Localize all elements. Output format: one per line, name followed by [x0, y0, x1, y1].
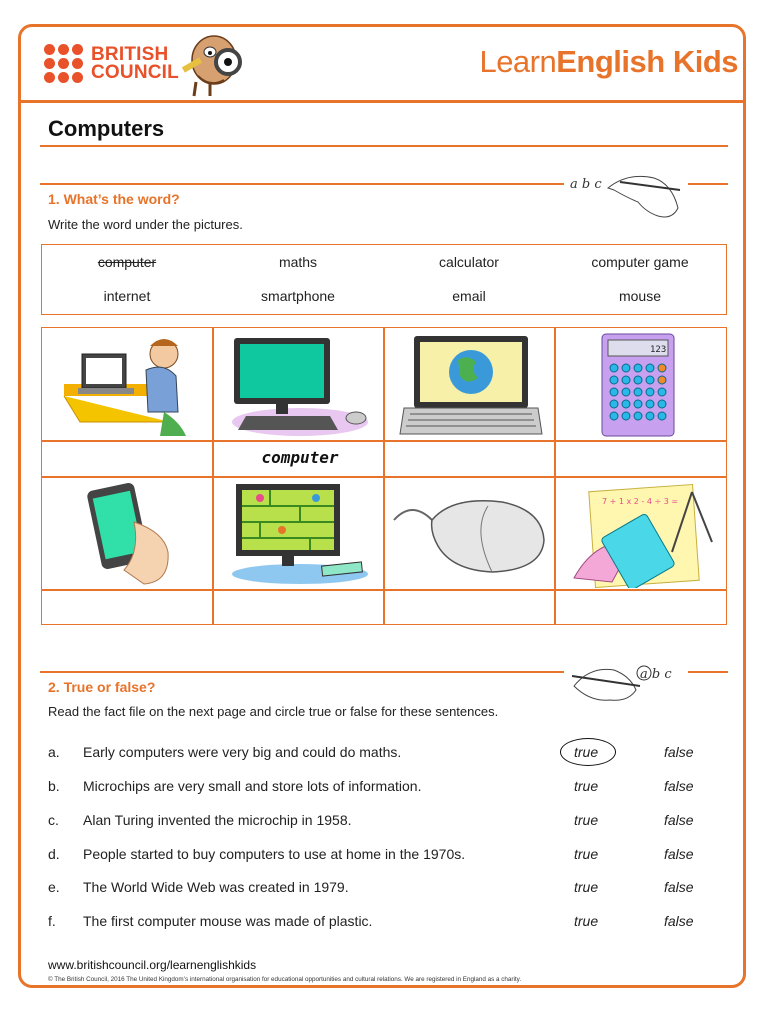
word-bank	[41, 244, 727, 315]
tf-item-letter: a.	[48, 744, 60, 760]
tf-true-option[interactable]: true	[574, 913, 599, 929]
picture-grid	[41, 327, 727, 625]
tf-true-option[interactable]: true	[574, 846, 599, 862]
tf-item-text: The World Wide Web was created in 1979.	[83, 879, 349, 895]
tf-item-letter: f.	[48, 913, 56, 929]
tf-item-text: Early computers were very big and could do maths.	[83, 744, 402, 760]
word-bank-item: mouse	[618, 288, 662, 304]
tf-true-option[interactable]: true	[574, 812, 599, 828]
section1-heading: 1. What’s the word?	[48, 191, 180, 207]
computer-game-picture	[230, 482, 370, 586]
section1-rule-left	[40, 183, 564, 185]
tf-false-option[interactable]: false	[664, 778, 694, 794]
tf-item-text: People started to buy computers to use at home in the 1970s.	[83, 846, 466, 862]
bc-logo-line1: BRITISH	[91, 43, 169, 65]
tf-false-option[interactable]: false	[664, 812, 694, 828]
svg-text:7 + 1 x 2 - 4 ÷ 3 =: 7 + 1 x 2 - 4 ÷ 3 =	[602, 497, 679, 506]
word-bank-item: internet	[103, 288, 151, 304]
section2-heading: 2. True or false?	[48, 679, 156, 695]
tf-false-option[interactable]: false	[664, 879, 694, 895]
tf-item-letter: d.	[48, 846, 60, 862]
british-council-logo	[44, 44, 179, 83]
laptop-globe-picture	[396, 334, 546, 438]
tf-item	[48, 913, 728, 933]
british-council-dots-icon	[44, 44, 83, 83]
tf-false-option[interactable]: false	[664, 846, 694, 862]
learnenglish-kids-logo	[479, 44, 738, 80]
section2-instruction: Read the fact file on the next page and circle true or false for these sentences.	[48, 704, 499, 719]
computer-mouse-picture	[392, 490, 552, 580]
hand-letters-2: a b c	[640, 667, 672, 682]
tf-item	[48, 846, 728, 866]
section2-rule-left	[40, 671, 564, 673]
boy-at-laptop-picture	[60, 332, 200, 438]
tf-item-text: Microchips are very small and store lots of information.	[83, 778, 422, 794]
writing-hand-icon	[570, 656, 690, 716]
tf-item	[48, 879, 728, 899]
word-bank-item: maths	[278, 254, 318, 270]
tf-true-option[interactable]: true	[574, 744, 599, 760]
section1-instruction: Write the word under the pictures.	[48, 217, 243, 232]
smartphone-in-hand-picture	[84, 482, 184, 586]
footer-url[interactable]: www.britishcouncil.org/learnenglishkids	[48, 958, 257, 972]
tf-item-letter: b.	[48, 778, 60, 794]
tf-true-option[interactable]: true	[574, 879, 599, 895]
svg-text:123: 123	[650, 345, 667, 355]
header-divider	[18, 100, 746, 103]
title-underline	[40, 145, 728, 147]
tf-item	[48, 812, 728, 832]
word-bank-item: smartphone	[261, 288, 335, 304]
section2-rule-right	[688, 671, 728, 673]
footer-copyright: © The British Council, 2016 The United Kingdom’s international organisation for educational opportunities and cultural relations. We are registered in England as a charity.	[48, 976, 522, 983]
tf-false-option[interactable]: false	[664, 744, 694, 760]
tf-item-letter: c.	[48, 812, 59, 828]
word-bank-item: calculator	[439, 254, 499, 270]
word-bank-item: computer	[97, 254, 157, 270]
page-title: Computers	[48, 116, 165, 141]
bc-logo-line2: COUNCIL	[91, 61, 179, 83]
tf-item-text: The first computer mouse was made of plastic.	[83, 913, 373, 929]
section1-rule-right	[688, 183, 728, 185]
tf-false-option[interactable]: false	[664, 913, 694, 929]
answer-handwritten: computer	[261, 448, 339, 467]
tf-true-option[interactable]: true	[574, 778, 599, 794]
mascot-character-icon	[180, 32, 256, 98]
logo-learn: Learn	[479, 44, 557, 79]
maths-tools-picture	[572, 482, 722, 588]
tf-item-text: Alan Turing invented the microchip in 1958.	[83, 812, 352, 828]
tf-item	[48, 778, 728, 798]
writing-hand-icon	[568, 168, 688, 228]
word-bank-item: computer game	[591, 254, 689, 270]
tf-item	[48, 744, 728, 764]
hand-letters-1: a b c	[570, 177, 602, 192]
word-bank-item: email	[452, 288, 486, 304]
desktop-computer-picture	[230, 334, 370, 438]
logo-english-kids: English Kids	[556, 44, 738, 79]
calculator-picture	[598, 332, 678, 438]
tf-item-letter: e.	[48, 879, 60, 895]
